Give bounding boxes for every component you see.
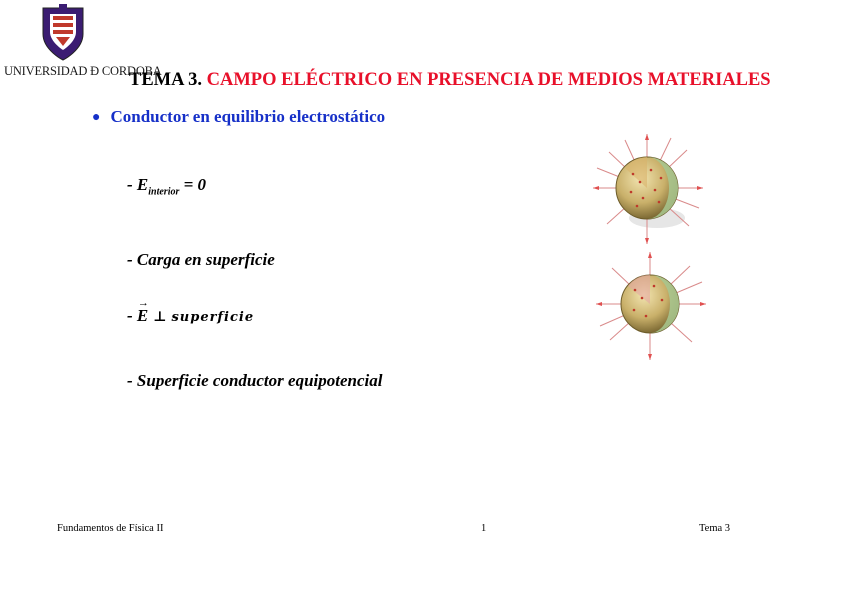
item-e-perpendicular	[127, 297, 255, 326]
item-equipotencial: - Superficie conductor equipotencial	[127, 371, 383, 390]
university-logo	[0, 0, 162, 88]
section-bullet	[92, 107, 385, 127]
university-crest-icon	[40, 4, 86, 62]
e-vector-letter: E	[136, 306, 149, 325]
conductor-sphere-field-image-2	[590, 250, 720, 365]
e-interior-prefix: - E	[127, 175, 149, 194]
page-title	[129, 70, 771, 91]
bullet-dot-icon: ●	[92, 110, 101, 125]
conductor-sphere-field-image-1	[585, 130, 715, 250]
e-vector	[136, 297, 149, 326]
e-interior-subscript: interior	[148, 186, 180, 198]
footer-page-number: 1	[481, 523, 487, 534]
footer-course: Fundamentos de Física II	[57, 523, 164, 534]
bullet-text: Conductor en equilibrio electrostático	[110, 107, 386, 126]
item-carga-superficie: - Carga en superficie	[127, 250, 275, 269]
footer-topic: Tema 3	[699, 523, 731, 534]
item-e-interior	[127, 175, 206, 197]
vector-arrow-icon: →	[137, 297, 149, 309]
title-prefix: TEMA 3.	[129, 70, 202, 90]
perpendicular-symbol: ⊥	[148, 309, 172, 325]
perp-word: superficie	[171, 310, 255, 325]
title-main: CAMPO ELÉCTRICO EN PRESENCIA DE MEDIOS MATERIALES	[206, 70, 771, 90]
logo-text: UNIVERSIDAD Ð CORDOBA	[4, 64, 162, 78]
e-interior-suffix: = 0	[179, 175, 207, 194]
perp-prefix: -	[127, 306, 137, 325]
